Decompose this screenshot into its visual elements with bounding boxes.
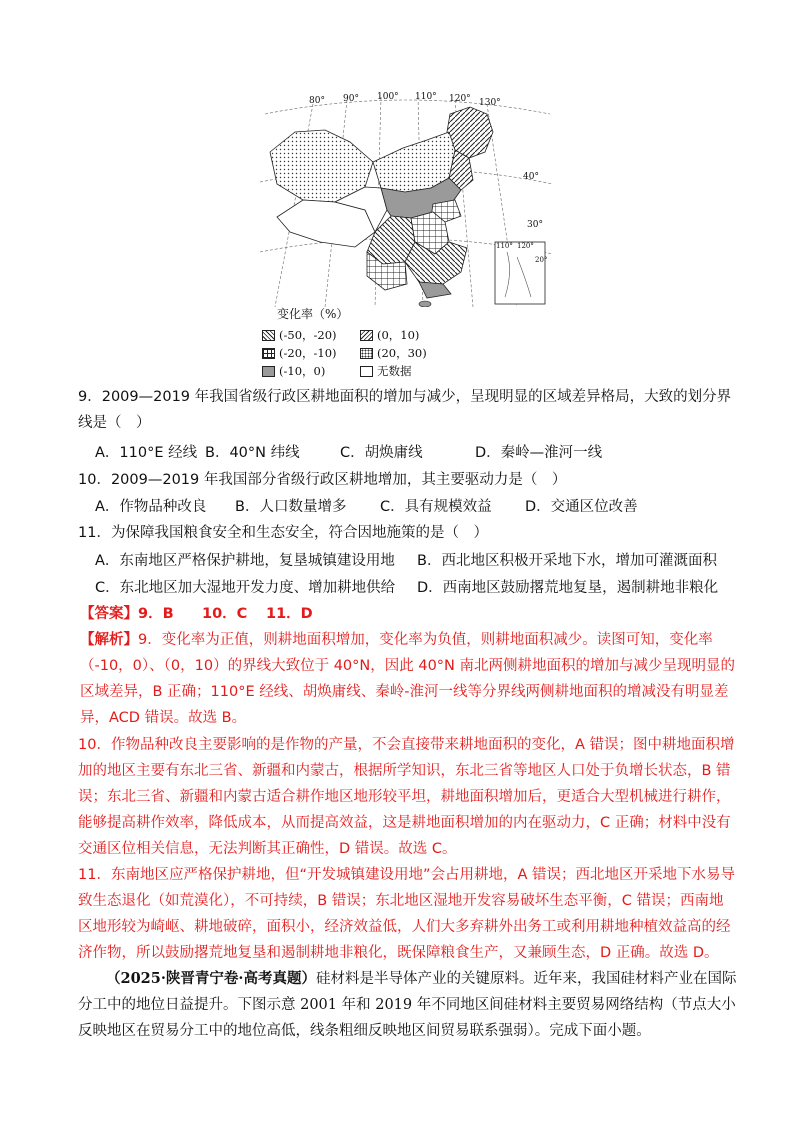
- option-b: B．40°N 纬线: [205, 445, 300, 461]
- answer-11: 11．D: [266, 606, 313, 622]
- legend-item: (-50，-20): [262, 326, 360, 344]
- inset-label-110: 110°: [496, 242, 513, 250]
- lon-label-90: 90°: [343, 94, 359, 104]
- inset-label-120: 120°: [517, 242, 534, 250]
- option-c: C．胡焕庸线: [340, 445, 423, 461]
- lon-label-100: 100°: [377, 92, 399, 102]
- option-d: D．西南地区鼓励撂荒地复垦，遏制耕地非粮化: [417, 580, 719, 596]
- legend-item: (-10，0): [262, 362, 360, 380]
- question-10-options: [95, 494, 638, 520]
- legend-item: (20，30): [360, 344, 458, 362]
- hatch-back-swatch: [262, 330, 275, 341]
- answer-line: [80, 601, 740, 627]
- option-b: B．人口数量增多: [235, 499, 347, 515]
- dots-swatch: [360, 348, 373, 359]
- analysis-9: 【解析】9．变化率为正值，则耕地面积增加，变化率为负值，则耕地面积减少。读图可知，变化率（-10，0）、（0，10）的界线大致位于 40°N，因此 40°N 南北两侧耕地面积的增加与减少呈现明显的区域差异，B 正确；110°E 经线、胡焕庸线、秦岭-淮河一线等分界线两侧耕地面积的增减没有明显差异，ACD 错误。故选 B。: [80, 632, 736, 726]
- legend-item: (0，10): [360, 326, 458, 344]
- answer-9: 9．B: [138, 606, 174, 622]
- legend-item: 无数据: [360, 362, 458, 380]
- grid-swatch: [262, 348, 275, 359]
- option-a: A．作物品种改良: [95, 499, 207, 515]
- answer-10: 10．C: [202, 606, 248, 622]
- lon-label-130: 130°: [479, 98, 501, 108]
- blank-swatch: [360, 366, 373, 377]
- option-a: A．110°E 经线: [95, 445, 198, 461]
- question-11-options-row1: [95, 548, 717, 574]
- lat-label-30: 30°: [527, 220, 543, 230]
- option-a: A．东南地区严格保护耕地，复垦城镇建设用地: [95, 553, 395, 569]
- gray-swatch: [262, 366, 275, 377]
- option-c: C．具有规模效益: [380, 499, 492, 515]
- next-question-stem: （2025·陕晋青宁卷·高考真题）硅材料是半导体产业的关键原料。近年来，我国硅材料产业在国际分工中的地位日益提升。下图示意 2001 年和 2019 年不同地区间硅材料主要贸易网络结构（节点大小反映地区在贸易分工中的地位高低，线条粗细反映地区间贸易联系强弱）。完成下面小题。: [78, 970, 737, 1039]
- lon-label-120: 120°: [449, 94, 471, 104]
- analysis-10: 10．作物品种改良主要影响的是作物的产量，不会直接带来耕地面积的变化，A 错误；图中耕地面积增加的地区主要有东北三省、新疆和内蒙古，根据所学知识，东北三省等地区人口处于负增长状态，B 错误；东北三省、新疆和内蒙古适合耕作地区地形较平坦，耕地面积增加后，更适合大型机械进行耕作，能够提高耕作效率，降低成本，从而提高效益，这是耕地面积增加的内在驱动力，C 正确；材料中没有交通区位相关信息，无法判断其正确性，D 错误。故选 C。: [78, 737, 735, 857]
- legend-item: (-20，-10): [262, 344, 360, 362]
- answer-label: 【答案】: [80, 606, 138, 622]
- lon-label-110: 110°: [415, 92, 437, 102]
- option-d: D．秦岭—淮河一线: [475, 445, 603, 461]
- map-legend: [262, 326, 472, 380]
- option-d: D．交通区位改善: [525, 499, 638, 515]
- question-11-options-row2: [95, 575, 718, 601]
- legend-title: 变化率（%）: [277, 307, 349, 321]
- map-drawing: [255, 92, 555, 307]
- question-10: 10．2009—2019 年我国部分省级行政区耕地增加，其主要驱动力是（ ）: [78, 472, 567, 488]
- option-b: B．西北地区积极开采地下水，增加可灌溉面积: [417, 553, 717, 569]
- option-c: C．东北地区加大湿地开发力度、增加耕地供给: [95, 580, 396, 596]
- analysis-11: 11．东南地区应严格保护耕地，但“开发城镇建设用地”会占用耕地，A 错误；西北地区开采地下水易导致生态退化（如荒漠化），不可持续，B 错误；东北地区湿地开发容易破坏生态平衡，C 错误；西南地区地形较为崎岖、耕地破碎，面积小，经济效益低，人们大多弃耕外出务工或利用耕地种植效益高的经济作物，所以鼓励撂荒地复垦和遏制耕地非粮化，既保障粮食生产，又兼顾生态，D 正确。故选 D。: [78, 867, 735, 961]
- analysis-label: 【解析】: [80, 632, 138, 648]
- hatch-fwd-swatch: [360, 330, 373, 341]
- question-11: 11．为保障我国粮食安全和生态安全，符合因地施策的是（ ）: [78, 525, 488, 541]
- stem-source: （2025·陕晋青宁卷·高考真题）: [106, 970, 316, 987]
- lat-label-40: 40°: [523, 172, 539, 182]
- question-9-options: [95, 440, 602, 466]
- inset-label-20: 20°: [535, 256, 548, 264]
- lon-label-80: 80°: [309, 96, 325, 106]
- question-9: 9．2009—2019 年我国省级行政区耕地面积的增加与减少，呈现明显的区域差异格局，大致的划分界线是（ ）: [78, 389, 732, 431]
